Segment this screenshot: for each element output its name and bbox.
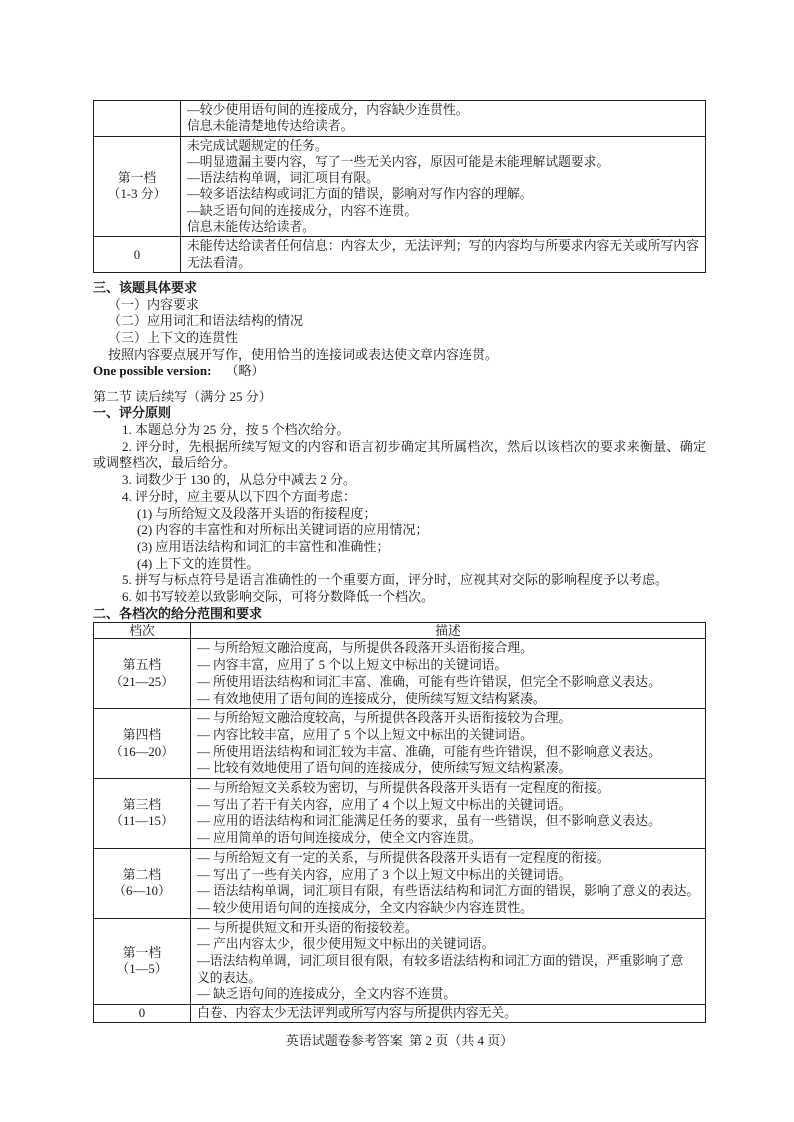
criterion-line: — 内容比较丰富，应用了 5 个以上短文中标出的关键词语。 bbox=[197, 727, 533, 742]
criterion-line: 未完成试题规定的任务。 bbox=[187, 138, 328, 153]
criterion-line: — 应用的语法结构和词汇能满足任务的要求，虽有一些错误，但不影响意义表达。 bbox=[197, 814, 661, 829]
score-range: （21—25） bbox=[110, 674, 174, 689]
level-cell bbox=[94, 918, 191, 1005]
criterion-line: — 内容丰富，应用了 5 个以上短文中标出的关键词语。 bbox=[197, 658, 508, 673]
level-row-1 bbox=[94, 918, 706, 1005]
level-cell bbox=[94, 848, 191, 918]
criterion-line: —语法结构单调，词汇项目很有限，有较多语法结构和词汇方面的错误，严重影响了意义的表达。 bbox=[197, 954, 684, 985]
criterion-line: — 语法结构单调，词汇项目有限，有些语法结构和词汇方面的错误，影响了意义的表达。 bbox=[197, 884, 700, 899]
level-label: 第四档 bbox=[122, 727, 162, 742]
sample-version-value: （略） bbox=[225, 363, 265, 379]
aspect-item: (2) 内容的丰富性和对所标出关键词语的应用情况； bbox=[137, 522, 429, 538]
column-header-description: 描述 bbox=[191, 623, 706, 639]
description-cell bbox=[181, 136, 706, 237]
criterion-line: — 产出内容太少，很少使用短文中标出的关键词语。 bbox=[197, 937, 495, 952]
description-cell bbox=[191, 918, 706, 1005]
criterion-text: 未能传达给读者任何信息：内容太少，无法评判；写的内容均与所要求内容无关或所写内容无法看清。 bbox=[187, 239, 699, 270]
score-row-zero bbox=[94, 237, 706, 273]
aspect-item: (1) 与所给短文及段落开头语的衔接程度； bbox=[137, 505, 377, 521]
aspect-item: (4) 上下文的连贯性。 bbox=[137, 555, 260, 571]
criterion-text: 白卷、内容太少无法评判或所写内容与所提供内容无关。 bbox=[191, 1005, 706, 1023]
description-cell bbox=[181, 237, 706, 273]
description-cell bbox=[181, 101, 706, 137]
criterion-line: — 缺乏语句间的连接成分，全文内容不连贯。 bbox=[197, 987, 457, 1002]
requirement-item: （一）内容要求 bbox=[108, 296, 200, 312]
level-cell bbox=[94, 709, 191, 779]
criterion-line: —语法结构单调，词汇项目有限。 bbox=[187, 171, 379, 186]
criterion-line: — 写出了若干有关内容，应用了 4 个以上短文中标出的关键词语。 bbox=[197, 797, 572, 812]
criterion-line: — 与所给短文有一定的关系，与所提供各段落开头语有一定程度的衔接。 bbox=[197, 850, 610, 865]
principle-item: 5. 拼写与标点符号是语言准确性的一个重要方面，评分时，应视其对交际的影响程度予以考虑。 bbox=[122, 572, 669, 588]
requirement-item: （三）上下文的连贯性 bbox=[108, 330, 239, 346]
level-label: 0 bbox=[94, 1005, 191, 1023]
table-header-row bbox=[94, 623, 706, 639]
requirement-item: （二）应用词汇和语法结构的情况 bbox=[108, 313, 304, 329]
scoring-notes bbox=[93, 280, 706, 622]
criterion-line: —明显遗漏主要内容，写了一些无关内容，原因可能是未能理解试题要求。 bbox=[187, 154, 610, 169]
criterion-line: 信息未能清楚地传达给读者。 bbox=[187, 119, 354, 134]
writing-score-table-continued bbox=[93, 100, 706, 273]
description-cell bbox=[191, 709, 706, 779]
principle-item: 6. 如书写较差以致影响交际，可将分数降低一个档次。 bbox=[122, 589, 435, 605]
requirement-note: 按照内容要点展开写作，使用恰当的连接词或表达使文章内容连贯。 bbox=[108, 346, 499, 362]
level-label: 第五档 bbox=[122, 658, 162, 673]
criterion-line: — 所使用语法结构和词汇丰富、准确，可能有些许错误，但完全不影响意义表达。 bbox=[197, 674, 661, 689]
level-cell bbox=[94, 136, 181, 237]
level-row-zero bbox=[94, 1005, 706, 1023]
criterion-line: — 写出了一些有关内容，应用了 3 个以上短文中标出的关键词语。 bbox=[197, 867, 572, 882]
criterion-line: —较少使用语句间的连接成分，内容缺少连贯性。 bbox=[187, 103, 469, 117]
criterion-line: —较多语法结构或词汇方面的错误，影响对写作内容的理解。 bbox=[187, 187, 533, 202]
level-cell bbox=[94, 779, 191, 849]
score-range: （6—10） bbox=[113, 884, 171, 899]
score-range: （1—5） bbox=[116, 962, 168, 977]
principle-item: 3. 词数少于 130 的，从总分中减去 2 分。 bbox=[122, 472, 357, 488]
criterion-line: — 与所提供短文和开头语的衔接较差。 bbox=[197, 920, 418, 935]
level-cell bbox=[94, 639, 191, 709]
column-header-level: 档次 bbox=[94, 623, 191, 639]
principle-item: 4. 评分时，应主要从以下四个方面考虑： bbox=[122, 488, 357, 504]
criterion-line: — 与所给短文融洽度高，与所提供各段落开头语衔接合理。 bbox=[197, 641, 533, 656]
criterion-line: — 应用简单的语句间连接成分，使全文内容连贯。 bbox=[197, 831, 482, 846]
level-label: 第一档 bbox=[117, 171, 157, 186]
principle-item: 2. 评分时，先根据所续写短文的内容和语言初步确定其所属档次，然后以该档次的要求来衡量、确定或调整档次，最后给分。 bbox=[93, 438, 706, 471]
aspect-item: (3) 应用语法结构和词汇的丰富性和准确性； bbox=[137, 538, 390, 554]
score-row-tail bbox=[94, 101, 706, 137]
criterion-line: —缺乏语句间的连接成分，内容不连贯。 bbox=[187, 203, 418, 218]
principle-item: 1. 本题总分为 25 分，按 5 个档次给分。 bbox=[122, 421, 350, 437]
level-label: 第二档 bbox=[122, 867, 162, 882]
level-row-5 bbox=[94, 639, 706, 709]
criterion-line: — 与所给短文关系较为密切，与所提供各段落开头语有一定程度的衔接。 bbox=[197, 781, 610, 796]
score-range: （1-3 分） bbox=[107, 187, 167, 202]
level-label: 第三档 bbox=[122, 797, 162, 812]
level-cell-empty bbox=[94, 101, 181, 137]
score-range: （16—20） bbox=[110, 744, 174, 759]
criterion-line: — 较少使用语句间的连接成分，全文内容缺少内容连贯性。 bbox=[197, 900, 533, 915]
score-row-level-1 bbox=[94, 136, 706, 237]
section-heading: 一、评分原则 bbox=[93, 405, 172, 421]
score-range: （11—15） bbox=[110, 814, 174, 829]
description-cell bbox=[191, 779, 706, 849]
section-heading: 三、该题具体要求 bbox=[93, 279, 198, 295]
description-cell bbox=[191, 848, 706, 918]
level-row-4 bbox=[94, 709, 706, 779]
sample-version-line bbox=[93, 363, 706, 380]
level-label: 第一档 bbox=[122, 945, 162, 960]
criterion-line: — 所使用语法结构和词汇较为丰富、准确，可能有些许错误，但不影响意义表达。 bbox=[197, 744, 661, 759]
criterion-line: — 有效地使用了语句间的连接成分，使所续写短文结构紧凑。 bbox=[197, 691, 546, 706]
continuation-writing-levels-table bbox=[93, 622, 706, 1023]
sample-version-label: One possible version: bbox=[93, 363, 212, 379]
description-cell bbox=[191, 639, 706, 709]
part-title: 第二节 读后续写（满分 25 分） bbox=[93, 388, 272, 404]
criterion-line: — 比较有效地使用了语句间的连接成分，使所续写短文结构紧凑。 bbox=[197, 761, 572, 776]
section-heading: 二、各档次的给分范围和要求 bbox=[93, 605, 263, 621]
criterion-line: 信息未能传达给读者。 bbox=[187, 220, 315, 235]
criterion-line: — 与所给短文融洽度较高，与所提供各段落开头语衔接较为合理。 bbox=[197, 711, 572, 726]
level-row-3 bbox=[94, 779, 706, 849]
level-label: 0 bbox=[94, 237, 181, 273]
level-row-2 bbox=[94, 848, 706, 918]
page-footer: 英语试题卷参考答案 第 2 页（共 4 页） bbox=[285, 1033, 514, 1049]
answer-key-page bbox=[93, 100, 706, 1049]
